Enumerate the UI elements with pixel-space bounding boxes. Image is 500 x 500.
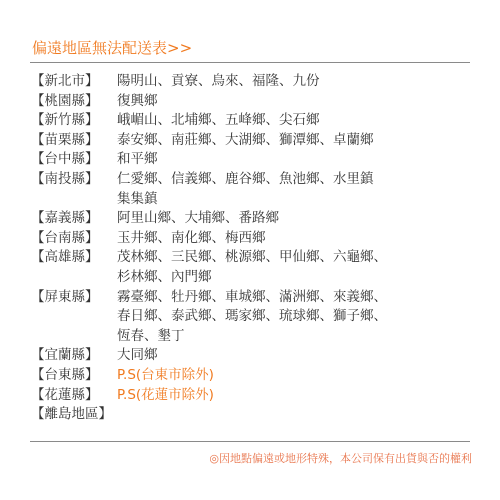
region-list: [31, 72, 481, 425]
region-row: [31, 405, 481, 425]
region-row: [31, 150, 481, 170]
region-areas: 大同鄉: [117, 347, 158, 364]
region-row: [31, 111, 481, 131]
region-name: 【台東縣】: [31, 366, 99, 383]
region-name: 【嘉義縣】: [31, 210, 99, 227]
region-exception-note: P.S(花蓮市除外): [117, 386, 214, 403]
region-areas: 玉井鄉、南化鄉、梅西鄉: [117, 229, 266, 246]
region-exception-note: P.S(台東市除外): [117, 366, 214, 383]
region-name: 【苗栗縣】: [31, 131, 99, 148]
page-title: 偏遠地區無法配送表>>: [32, 39, 193, 57]
region-name: 【南投縣】: [31, 170, 99, 187]
region-name: 【離島地區】: [31, 406, 112, 423]
region-name: 【花蓮縣】: [31, 386, 99, 403]
region-name: 【台南縣】: [31, 229, 99, 246]
region-row: [31, 170, 481, 209]
region-row: [31, 346, 481, 366]
region-name: 【新竹縣】: [31, 112, 99, 129]
region-name: 【新北市】: [31, 73, 99, 89]
region-name: 【高雄縣】: [31, 249, 99, 266]
top-divider: [30, 62, 470, 63]
region-row: [31, 366, 481, 386]
region-row: [31, 248, 481, 287]
region-areas: 和平鄉: [117, 151, 158, 168]
region-areas: 霧臺鄉、牡丹鄉、車城鄉、滿洲鄉、來義鄉、 春日鄉、泰武鄉、瑪家鄉、琉球鄉、獅子鄉、 恆春、墾丁: [117, 288, 387, 344]
bottom-divider: [30, 441, 470, 442]
region-areas: 泰安鄉、南莊鄉、大湖鄉、獅潭鄉、卓蘭鄉: [117, 131, 374, 148]
region-row: [31, 92, 481, 112]
region-name: 【桃園縣】: [31, 92, 99, 109]
region-row: [31, 72, 481, 92]
region-areas: 陽明山、貢寮、烏來、福隆、九份: [117, 73, 320, 89]
region-areas: 峨嵋山、北埔鄉、五峰鄉、尖石鄉: [117, 112, 320, 129]
region-name: 【台中縣】: [31, 151, 99, 168]
region-row: [31, 288, 481, 347]
region-areas: 仁愛鄉、信義鄉、鹿谷鄉、魚池鄉、水里鎮 集集鎮: [117, 170, 374, 207]
region-areas: 阿里山鄉、大埔鄉、番路鄉: [117, 210, 279, 227]
region-name: 【屏東縣】: [31, 288, 99, 305]
region-row: [31, 386, 481, 406]
region-areas: 復興鄉: [117, 92, 158, 109]
region-row: [31, 131, 481, 151]
region-row: [31, 229, 481, 249]
disclaimer-note: ◎因地點偏遠或地形特殊，本公司保有出貨與否的權利: [209, 452, 472, 465]
region-name: 【宜蘭縣】: [31, 347, 99, 364]
region-areas: 茂林鄉、三民鄉、桃源鄉、甲仙鄉、六龜鄉、 杉林鄉、內門鄉: [117, 249, 387, 285]
region-row: [31, 209, 481, 229]
